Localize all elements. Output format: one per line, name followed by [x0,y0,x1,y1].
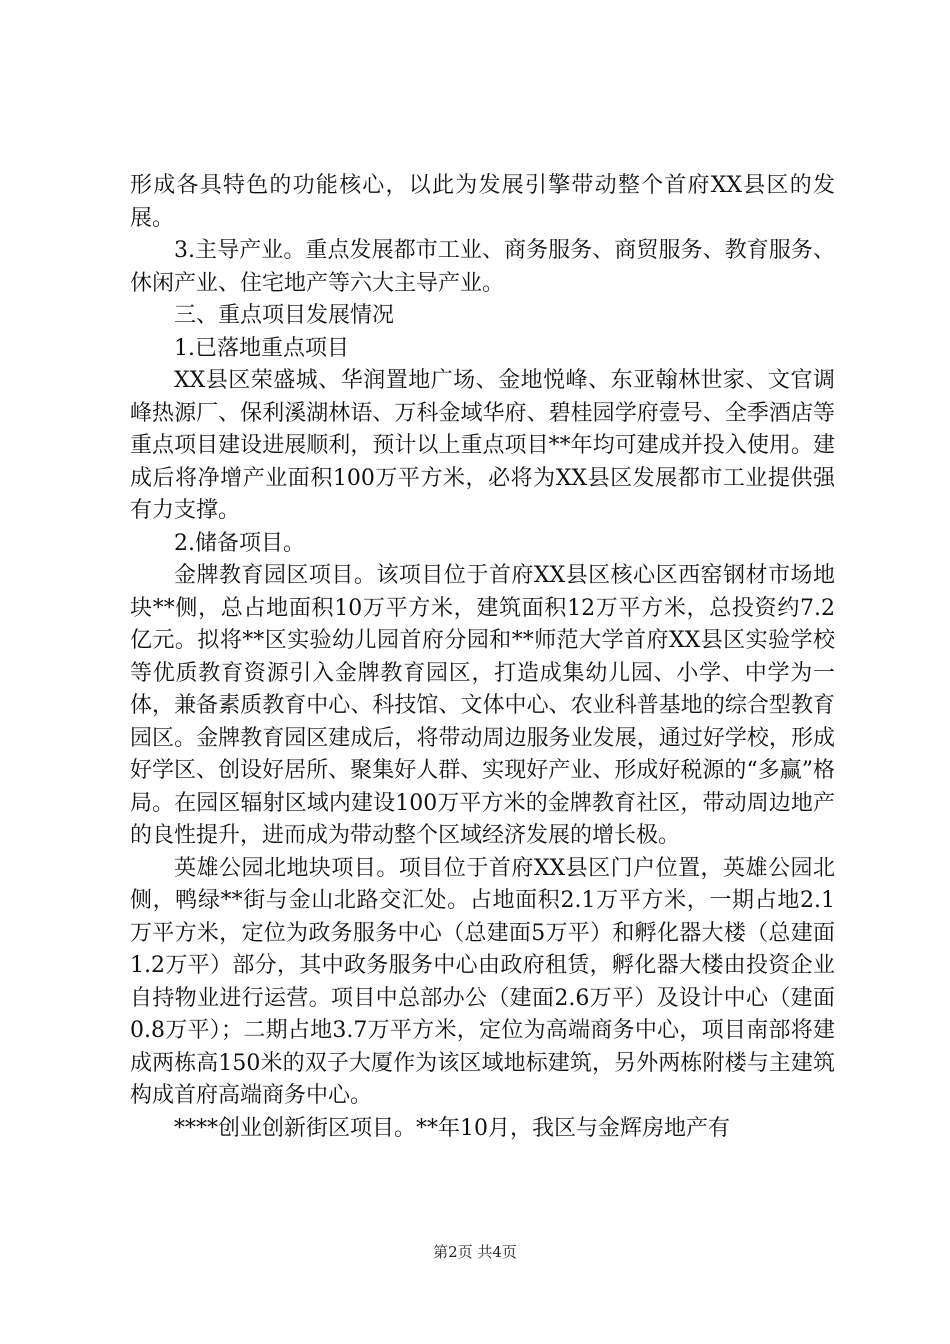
paragraph-hero-park-north: 英雄公园北地块项目。项目位于首府XX县区门户位置，英雄公园北侧，鸭绿**街与金山北路交汇处。占地面积2.1万平方米，一期占地2.1万平方米，定位为政务服务中心（总建面5万平）和孵化器大楼（总建面1.2万平）部分，其中政务服务中心由政府租赁，孵化器大楼由投资企业自持物业进行运营。项目中总部办公（建面2.6万平）及设计中心（建面0.8万平）；二期占地3.7万平方米，定位为高端商务中心，项目南部将建成两栋高150米的双子大厦作为该区域地标建筑，另外两栋附楼与主建筑构成首府高端商务中心。 [130,855,835,1108]
page-number-footer: 第2页 共4页 [433,1243,517,1261]
paragraph-innovation-district: ****创业创新街区项目。**年10月，我区与金辉房地产有 [174,1115,730,1141]
subheading-reserve-projects: 2.储备项目。 [174,530,305,556]
document-body [130,170,835,1145]
paragraph-landed-projects: XX县区荣盛城、华润置地广场、金地悦峰、东亚翰林世家、文官调峰热源厂、保利溪湖林语、万科金域华府、碧桂园学府壹号、全季酒店等重点项目建设进展顺利，预计以上重点项目**年均可建成并投入使用。建成后将净增产业面积100万平方米，必将为XX县区发展都市工业提供强有力支撑。 [130,368,835,523]
section-heading-key-projects: 三、重点项目发展情况 [174,303,395,328]
paragraph-leading-industries: 3.主导产业。重点发展都市工业、商务服务、商贸服务、教育服务、休闲产业、住宅地产等六大主导产业。 [130,238,835,296]
paragraph-continuation: 形成各具特色的功能核心，以此为发展引擎带动整个首府XX县区的发展。 [130,173,835,231]
paragraph-education-park: 金牌教育园区项目。该项目位于首府XX县区核心区西窑钢材市场地块**侧，总占地面积10万平方米，建筑面积12万平方米，总投资约7.2亿元。拟将**区实验幼儿园首府分园和**师范大学首府XX县区实验学校等优质教育资源引入金牌教育园区，打造成集幼儿园、小学、中学为一体，兼备素质教育中心、科技馆、文体中心、农业科普基地的综合型教育园区。金牌教育园区建成后，将带动周边服务业发展，通过好学校，形成好学区、创设好居所、聚集好人群、实现好产业、形成好税源的“多赢”格局。在园区辐射区域内建设100万平方米的金牌教育社区，带动周边地产的良性提升，进而成为带动整个区域经济发展的增长极。 [130,563,835,848]
subheading-landed-projects: 1.已落地重点项目 [174,335,349,361]
